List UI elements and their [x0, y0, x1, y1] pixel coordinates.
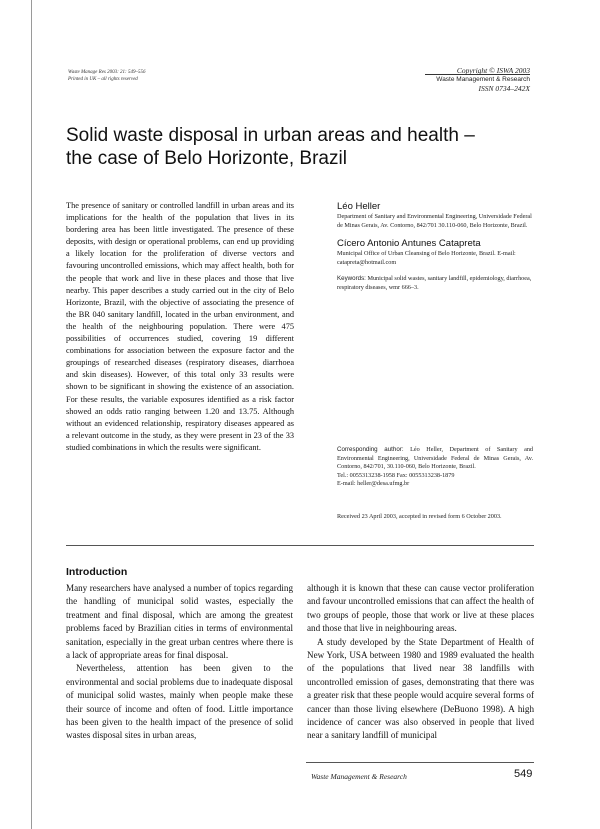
title-line-2: the case of Belo Horizonte, Brazil: [66, 148, 347, 169]
abstract: The presence of sanitary or controlled landfill in urban areas and its implications for the health of the population that lives in its bordering area has been little investigated. The presence of these deposits, with design or operational problems, can end up providing a likely location for the proliferation of diverse vectors and favouring uncontrolled emissions, which may affect health, both for the people that work and live in these places and those that live nearby. This paper describes a study carried out in the city of Belo Horizonte, Brazil, with the objective of associating the presence of the BR 040 sanitary landfill, located in the urban environment, and the health of the neighbouring population. There were 475 possibilities of occurrences studied, covering 19 different combinations for association between the exposure factor and the groupings of researched diseases (respiratory diseases, diarrhoea and skin diseases). However, of this total only 33 results were shown to be significant in showing the existence of an association. For these results, the variable exposures identified as a risk factor showed an odds ratio ranging between 1.20 and 13.75. Although without an evidenced relationship, respiratory diseases appeared as a relevant outcome in the study, as they were present in 23 of the 33 studied combinations in which the results were significant.: [66, 201, 294, 452]
issn: ISSN 0734–242X: [478, 84, 530, 93]
keywords: [337, 275, 533, 292]
paragraph: Nevertheless, attention has been given to the environmental and social problems due to inadequate disposal of municipal solid wastes, mainly when people make these their source of income and often of food. Little importance has been given to the health impact of the presence of solid wastes disposal sites in urban areas,: [66, 663, 293, 741]
footer-rule: [306, 762, 534, 763]
tel-fax: Tel.: 0055313238-1958 Fax: 0055313238-1879: [337, 471, 455, 479]
corresponding-label: Corresponding author:: [337, 446, 404, 453]
email-address: E-mail: heller@desa.ufmg.br: [337, 480, 410, 488]
copyright: Copyright © ISWA 2003: [456, 66, 530, 75]
article-title: [66, 124, 536, 170]
page-number: 549: [514, 768, 533, 780]
corresponding-text: Léo Heller, Department of Sanitary and Environmental Engineering, Universidade Federal de Minas Gerais, Av. Contorno, 842/701, 30.110-060, Belo Horizonte, Brazil.: [337, 446, 534, 471]
corresponding-author: [337, 446, 533, 489]
keywords-text: Municipal solid wastes, sanitary landfill, epidemiology, diarrhoea, respiratory diseases, wmr 666–3.: [337, 275, 532, 291]
paragraph: A study developed by the State Department of Health of New York, USA between 1980 and 1989 evaluated the health of the populations that lived near 38 landfills with uncontrolled emission of gases, demonstrating that there was a greater risk that these people would acquire several forms of cancer than those living elsewhere (DeBuono 1998). A high incidence of cancer was also observed in people that lived near a sanitary landfill of municipal: [307, 636, 534, 741]
paragraph: although it is known that these can cause vector proliferation and favour uncontrolled emissions that can affect the health of two groups of people, those that work or live at these places and those that live in neighbouring areas.: [307, 583, 534, 634]
citation-line: Waste Manage Res 2003: 21: 549–556: [68, 70, 146, 75]
footer-journal-name: Waste Management & Research: [311, 772, 407, 781]
keywords-label: Keywords:: [337, 275, 366, 283]
author-name: Léo Heller: [337, 201, 381, 212]
authors-block: [337, 201, 533, 293]
paragraph: Many researchers have analysed a number of topics regarding the handling of municipal solid wastes, especially the treatment and final disposal, which are among the greatest problems faced by Brazilian cities in terms of environmental sanitation, especially in the great urban centres where there is a lack of appropriate areas for final disposal.: [66, 583, 293, 661]
section-divider: [66, 545, 534, 546]
corresponding-address: [337, 446, 533, 472]
author-affiliation: Department of Sanitary and Environmental Engineering, Universidade Federal de Minas Gerais, Av. Contorno, 842/701 30.110-060, Belo Horizonte, Brazil.: [337, 213, 532, 229]
title-line-1: Solid waste disposal in urban areas and health –: [66, 125, 475, 146]
citation-info: [68, 69, 145, 83]
body-column-right: [307, 582, 534, 743]
received-dates: Received 23 April 2003, accepted in revised form 6 October 2003.: [337, 513, 502, 520]
introduction-heading: Introduction: [66, 566, 128, 578]
author-affiliation: Municipal Office of Urban Cleansing of Belo Horizonte, Brazil. E-mail: catapreta@hotmail.com: [337, 250, 516, 266]
journal-name: Waste Management & Research: [436, 76, 530, 83]
body-column-left: [66, 582, 293, 743]
author-name: Cícero Antonio Antunes Catapreta: [337, 238, 481, 250]
journal-info: [436, 66, 530, 93]
print-line: Printed in UK – all rights reserved: [68, 77, 138, 82]
